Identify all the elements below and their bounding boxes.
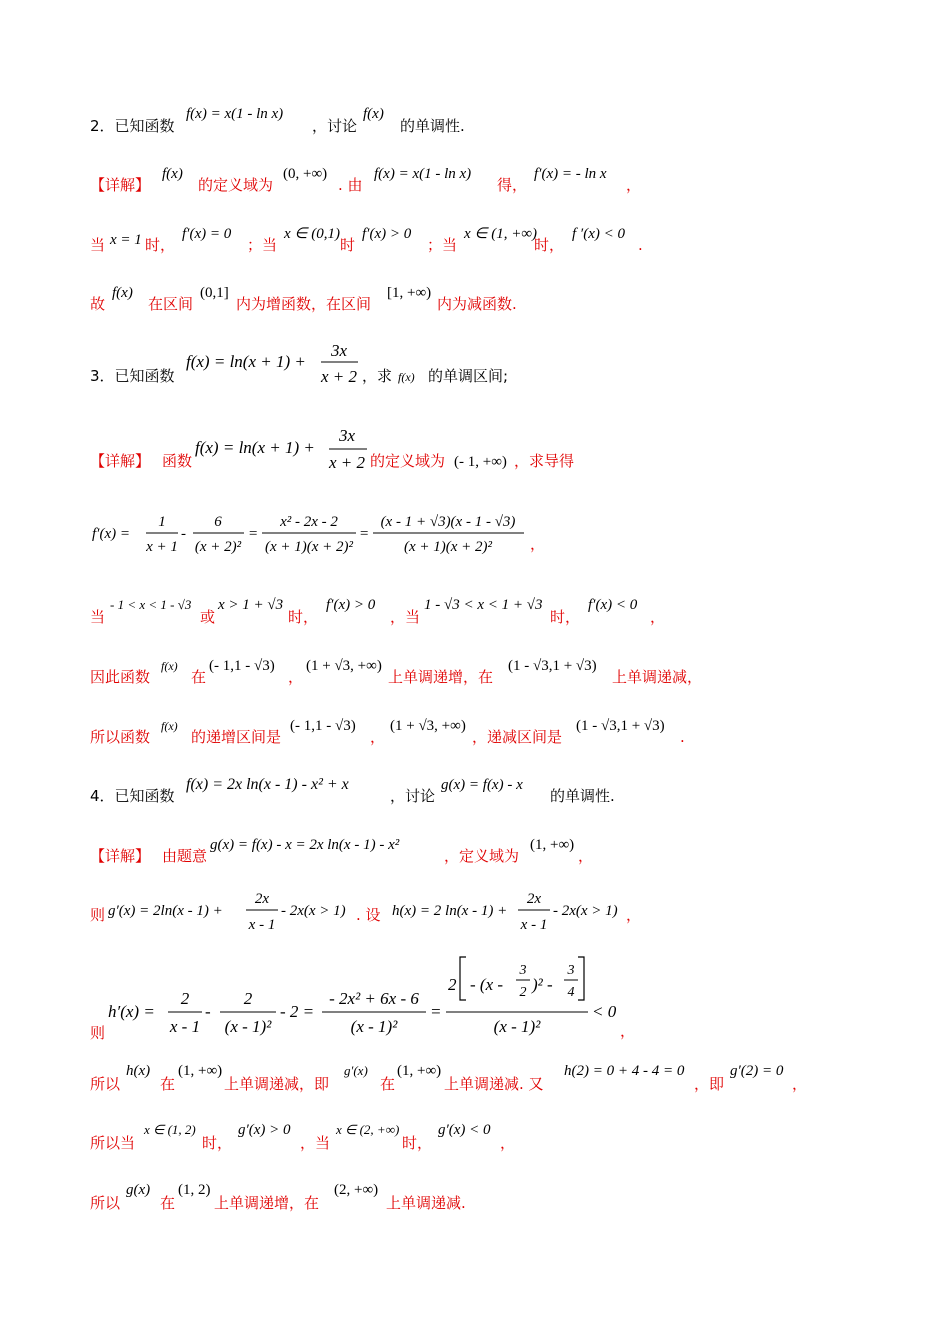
a4-line-5	[90, 1122, 515, 1152]
a3-numerator: 3x	[338, 426, 356, 445]
q3-suffix: 的单调区间;	[428, 367, 509, 385]
a4-hp-f4d: (x - 1)²	[493, 1017, 541, 1036]
a4-text: 在	[380, 1075, 396, 1093]
a3-text: ，	[650, 608, 666, 626]
a3-interval: (1 + √3, +∞)	[390, 718, 466, 734]
q4-g: g(x) = f(x) - x	[441, 777, 523, 793]
a4-text: 所以当	[90, 1134, 136, 1152]
a4-hp-left-bracket	[460, 957, 466, 1000]
a4-text: ，当	[300, 1134, 331, 1152]
a3-interval: (1 + √3, +∞)	[306, 658, 382, 674]
a2-fx: f(x)	[162, 166, 183, 182]
a3-fx: f(x)	[161, 719, 178, 733]
a4-text: 上单调递减，即	[224, 1075, 330, 1093]
a4-h-den: x - 1	[520, 917, 548, 933]
a3-text: 当	[90, 608, 106, 626]
a4-line-4	[90, 1063, 807, 1093]
a4-line-3	[90, 957, 635, 1042]
a3-text: 函数	[162, 452, 193, 470]
a4-line-6	[90, 1182, 466, 1212]
a4-cond: x ∈ (2, +∞)	[336, 1122, 400, 1137]
a3-frac2-den: (x + 2)²	[194, 539, 242, 555]
a3-text: ，	[288, 668, 304, 686]
a4-hp-lhs: h′(x) =	[108, 1002, 155, 1021]
a3-text: 上单调递增，在	[388, 668, 494, 686]
a4-hp-f4-e: )² -	[532, 975, 553, 994]
a4-text: 时，	[202, 1134, 233, 1152]
a3-derivative-line	[92, 514, 545, 555]
a4-hp-f4-g: 4	[567, 985, 575, 1000]
a3-line-1	[90, 426, 574, 472]
a3-domain: (- 1, +∞)	[454, 454, 507, 470]
a2-cond: f′(x) > 0	[362, 226, 412, 242]
a3-denominator: x + 2	[328, 453, 366, 472]
a3-frac1-den: x + 1	[146, 539, 178, 555]
a2-domain: (0, +∞)	[283, 166, 328, 182]
a4-hp-f4-d: 2	[519, 985, 527, 1000]
a2-text: ，	[626, 176, 642, 194]
a4-hp-minus: -	[205, 1002, 211, 1021]
a2-cond: f′(x) = 0	[182, 226, 232, 242]
a3-comma: ，	[530, 535, 546, 553]
a3-text: ，	[370, 728, 386, 746]
q4-suffix: 的单调性.	[550, 787, 615, 805]
a4-gp: g′(x) = 2ln(x - 1) +	[108, 903, 223, 919]
a3-frac3-den: (x + 1)(x + 2)²	[264, 539, 354, 555]
a4-hp-right-bracket	[578, 957, 584, 1000]
a3-cond: f′(x) > 0	[326, 597, 376, 613]
q3-denominator: x + 2	[320, 367, 358, 386]
a4-text: . 设	[356, 906, 381, 924]
a3-frac2-num: 6	[214, 514, 222, 530]
a4-hp-f3d: (x - 1)²	[350, 1017, 398, 1036]
a4-hp-f2n: 2	[243, 989, 253, 1008]
a3-line-4	[90, 658, 702, 686]
a2-function: f(x) = x(1 - ln x)	[374, 166, 472, 182]
a4-interval: (2, +∞)	[334, 1182, 379, 1198]
a2-text: 时	[340, 236, 356, 254]
a4-text: ，即	[694, 1075, 725, 1093]
a4-line-2	[90, 891, 641, 933]
a4-interval: (1, 2)	[178, 1182, 211, 1198]
a3-text: 在	[191, 668, 207, 686]
a2-text: 得，	[497, 176, 528, 194]
a3-frac4-den: (x + 1)(x + 2)²	[403, 539, 493, 555]
a3-text: 时，	[288, 608, 319, 626]
a4-g2: g′(2) = 0	[730, 1063, 784, 1079]
a3-text: ，求导得	[514, 452, 575, 470]
q2-mid: ，讨论	[312, 117, 358, 135]
a4-gp-num: 2x	[254, 891, 270, 907]
a3-text: ，当	[390, 608, 421, 626]
a3-cond: x > 1 + √3	[218, 597, 284, 613]
a4-text: 所以	[90, 1194, 121, 1212]
a4-h2: h(2) = 0 + 4 - 4 = 0	[564, 1063, 685, 1079]
a4-text: 时，	[402, 1134, 433, 1152]
a2-derivative: f′(x) = - ln x	[534, 166, 607, 182]
a3-line-3	[90, 597, 665, 626]
a2-cond: x ∈ (1, +∞)	[464, 226, 538, 242]
a3-function: f(x) = ln(x + 1) +	[195, 438, 315, 457]
a4-cond: g′(x) < 0	[438, 1122, 491, 1138]
a3-interval: (1 - √3,1 + √3)	[508, 658, 597, 674]
a4-g: g(x)	[126, 1182, 151, 1198]
a2-text: ；当	[427, 236, 458, 254]
a4-hp-f2d: (x - 1)²	[224, 1017, 272, 1036]
a4-tag: 【详解】	[90, 847, 151, 865]
a4-h: h(x) = 2 ln(x - 1) +	[392, 903, 508, 919]
a2-tag: 【详解】	[90, 176, 151, 194]
a2-text: 故	[90, 295, 106, 313]
a2-interval: [1, +∞)	[387, 285, 432, 301]
a4-text: 由题意	[162, 847, 208, 865]
q4-function: f(x) = 2x ln(x - 1) - x² + x	[186, 776, 349, 793]
a3-interval: (- 1,1 - √3)	[290, 718, 356, 734]
a2-interval: (0,1]	[200, 285, 229, 301]
a4-text: ，	[626, 906, 642, 924]
a3-eq: =	[359, 526, 370, 542]
a3-fx: f(x)	[161, 659, 178, 673]
a2-text: 当	[90, 236, 106, 254]
a4-h-num: 2x	[526, 891, 542, 907]
a2-text: ；当	[247, 236, 278, 254]
a3-deriv-lhs: f′(x) =	[92, 526, 130, 542]
a3-text: 的定义域为	[370, 452, 446, 470]
a4-interval: (1, +∞)	[178, 1063, 223, 1079]
a3-text: 所以函数	[90, 728, 151, 746]
a4-hp-m2: - 2 =	[280, 1002, 315, 1021]
q2-suffix: 的单调性.	[400, 117, 465, 135]
q4-stem	[90, 776, 615, 805]
a4-g: g(x) = f(x) - x = 2x ln(x - 1) - x²	[210, 837, 400, 853]
a4-text: 则	[90, 1024, 106, 1042]
a4-hp-f1d: x - 1	[169, 1017, 201, 1036]
a4-text: 上单调递减. 又	[444, 1075, 544, 1093]
q3-prefix: 3．已知函数	[90, 367, 175, 385]
a4-text: ，	[792, 1075, 808, 1093]
a4-text: ，	[578, 847, 594, 865]
a4-hp-lt: < 0	[592, 1002, 617, 1021]
a3-text: 时，	[550, 608, 581, 626]
a4-g: g′(x)	[344, 1063, 368, 1078]
a3-text: 上单调递减，	[612, 668, 703, 686]
a3-frac4-num: (x - 1 + √3)(x - 1 - √3)	[380, 514, 516, 530]
a4-text: 上单调递增，在	[214, 1194, 320, 1212]
a4-line-1	[90, 837, 593, 865]
q3-mid: ，求	[362, 367, 393, 385]
a4-text: 在	[160, 1194, 176, 1212]
a4-interval: (1, +∞)	[397, 1063, 442, 1079]
a4-text: 则	[90, 906, 106, 924]
a4-hp-f4-f: 3	[567, 963, 575, 978]
a2-text: .	[638, 236, 643, 254]
a4-text: 所以	[90, 1075, 121, 1093]
q2-stem	[90, 106, 465, 135]
a4-gp-rhs: - 2x(x > 1)	[281, 903, 346, 919]
a2-cond: f ′(x) < 0	[572, 226, 625, 242]
a2-text: 内为增函数，在区间	[236, 295, 372, 313]
a3-eq: =	[248, 526, 259, 542]
a4-hp-f1n: 2	[180, 989, 190, 1008]
a2-line-3	[90, 285, 517, 313]
a4-hp-f4-coef: 2	[448, 975, 457, 994]
a4-h-rhs: - 2x(x > 1)	[553, 903, 618, 919]
q2-prefix: 2．已知函数	[90, 117, 175, 135]
a4-cond: x ∈ (1, 2)	[144, 1122, 196, 1137]
a4-gp-den: x - 1	[248, 917, 276, 933]
a3-interval: (1 - √3,1 + √3)	[576, 718, 665, 734]
a4-hp-eq: =	[430, 1002, 442, 1021]
a3-text: 因此函数	[90, 668, 151, 686]
a2-line-2	[90, 226, 643, 254]
q3-numerator: 3x	[330, 341, 348, 360]
a3-minus: -	[181, 526, 186, 542]
a3-cond: - 1 < x < 1 - √3	[110, 597, 192, 612]
q3-stem	[90, 341, 508, 386]
a4-h: h(x)	[126, 1063, 151, 1079]
q2-fx: f(x)	[363, 106, 384, 122]
a3-text: ，递减区间是	[472, 728, 563, 746]
a3-cond: f′(x) < 0	[588, 597, 638, 613]
a4-hp-f4-b: - (x -	[470, 975, 504, 994]
a2-text: 内为减函数.	[437, 295, 517, 313]
a3-text: .	[680, 728, 685, 746]
a4-text: ，	[500, 1134, 516, 1152]
a2-text: 时，	[534, 236, 565, 254]
q4-prefix: 4．已知函数	[90, 787, 175, 805]
q4-mid: ，讨论	[390, 787, 436, 805]
a3-interval: (- 1,1 - √3)	[209, 658, 275, 674]
a3-frac3-num: x² - 2x - 2	[280, 514, 338, 530]
a2-text: . 由	[338, 176, 363, 194]
a2-text: 时，	[145, 236, 176, 254]
a4-domain: (1, +∞)	[530, 837, 575, 853]
a3-frac1-num: 1	[158, 514, 166, 530]
a3-tag: 【详解】	[90, 452, 151, 470]
a4-text: ，定义域为	[444, 847, 520, 865]
a2-cond: x = 1	[110, 232, 142, 248]
a2-text: 的定义域为	[198, 176, 274, 194]
a4-cond: g′(x) > 0	[238, 1122, 291, 1138]
a2-line-1	[90, 166, 641, 194]
q2-function: f(x) = x(1 - ln x)	[186, 106, 284, 122]
a3-cond: 1 - √3 < x < 1 + √3	[424, 597, 543, 613]
a4-text: 在	[160, 1075, 176, 1093]
q3-function: f(x) = ln(x + 1) +	[186, 352, 306, 371]
a2-fx: f(x)	[112, 285, 133, 301]
a2-cond: x ∈ (0,1)	[284, 226, 340, 242]
a3-text: 或	[200, 608, 216, 626]
a3-line-5	[90, 718, 685, 746]
a4-hp-f4-c: 3	[519, 963, 527, 978]
a2-text: 在区间	[148, 295, 194, 313]
a4-text: ，	[620, 1022, 636, 1040]
a4-hp-f3n: - 2x² + 6x - 6	[329, 989, 419, 1008]
a3-text: 的递增区间是	[191, 728, 282, 746]
q3-fx: f(x)	[398, 370, 415, 384]
a4-text: 上单调递减.	[386, 1194, 466, 1212]
